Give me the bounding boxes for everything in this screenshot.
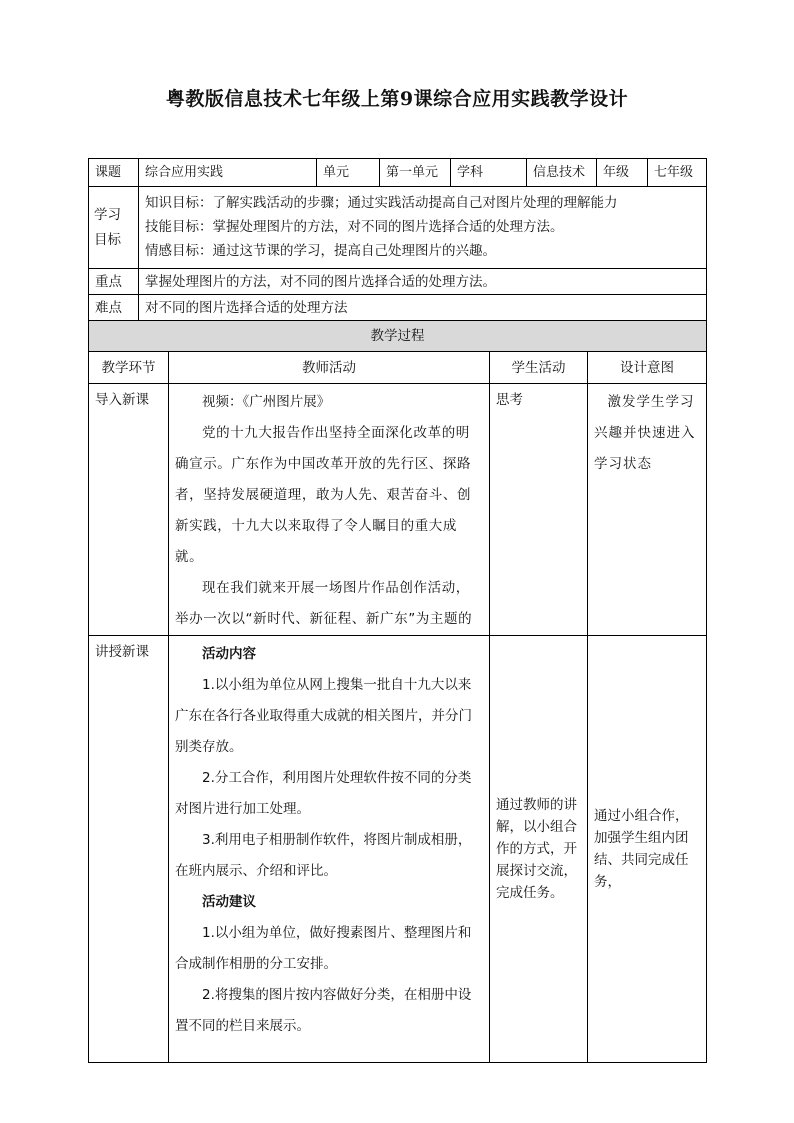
goals-label-text: 学习目标 (94, 206, 121, 248)
key-point-value: 掌握处理图片的方法，对不同的图片选择合适的处理方法。 (139, 269, 707, 295)
column-header-intent: 设计意图 (588, 352, 707, 384)
unit-value: 第一单元 (380, 159, 451, 187)
activity-suggestion-item: 1.以小组为单位，做好搜素图片、整理图片和合成制作相册的分工安排。 (175, 925, 472, 972)
intent-intro: 激发学生学习兴趣并快速进入学习状态 (588, 384, 707, 636)
activity-content-heading: 活动内容 (202, 646, 256, 662)
intro-video: 视频：《广州图片展》 (202, 394, 331, 410)
topic-label: 课题 (89, 159, 139, 187)
student-new-lesson-text: 通过教师的讲解，以小组合作的方式，开展探讨交流，完成任务。 (496, 797, 577, 901)
activity-suggestion-item: 2.将搜集的图片按内容做好分类，在相册中设置不同的栏目来展示。 (175, 987, 472, 1034)
intent-new-lesson (588, 636, 707, 1063)
stage-new-lesson: 讲授新课 (89, 636, 169, 1063)
column-header-student: 学生活动 (490, 352, 588, 384)
teacher-new-lesson (169, 636, 490, 1063)
key-point-label: 重点 (89, 269, 139, 295)
student-intro: 思考 (490, 384, 588, 636)
goal-knowledge: 知识目标：了解实践活动的步骤；通过实践活动提高自己对图片处理的理解能力 (145, 195, 618, 211)
stage-intro: 导入新课 (89, 384, 169, 636)
activity-content-item: 2.分工合作，利用图片处理软件按不同的分类对图片进行加工处理。 (175, 770, 472, 817)
activity-suggestion-heading: 活动建议 (202, 894, 256, 910)
column-header-stage: 教学环节 (89, 352, 169, 384)
subject-value: 信息技术 (527, 159, 597, 187)
grade-value: 七年级 (648, 159, 707, 187)
process-header: 教学过程 (89, 321, 707, 352)
topic-value: 综合应用实践 (139, 159, 317, 187)
grade-label: 年级 (597, 159, 648, 187)
intent-new-lesson-text: 通过小组合作，加强学生组内团结、共同完成任务， (594, 808, 689, 890)
difficulty-label: 难点 (89, 295, 139, 321)
document-title: 粤教版信息技术七年级上第9课综合应用实践教学设计 (165, 88, 629, 110)
goal-emotion: 情感目标：通过这节课的学习，提高自己处理图片的兴趣。 (145, 243, 496, 259)
teacher-intro (169, 384, 490, 636)
unit-label: 单元 (317, 159, 380, 187)
intro-paragraph: 党的十九大报告作出坚持全面深化改革的明确宣示。广东作为中国改革开放的先行区、探路者，坚持发展硬道理，敢为人先、艰苦奋斗、创新实践，十九大以来取得了令人瞩目的重大成就。 (175, 425, 472, 565)
lesson-plan-table (88, 158, 707, 1063)
goals-content (139, 187, 707, 269)
goal-skill: 技能目标：掌握处理图片的方法，对不同的图片选择合适的处理方法。 (145, 219, 564, 235)
column-header-teacher: 教师活动 (169, 352, 490, 384)
activity-content-item: 3.利用电子相册制作软件，将图片制成相册，在班内展示、介绍和评比。 (175, 832, 472, 879)
goals-label (89, 187, 139, 269)
difficulty-value: 对不同的图片选择合适的处理方法 (139, 295, 707, 321)
intro-activity: 现在我们就来开展一场图片作品创作活动，举办一次以“新时代、新征程、新广东”为主题的 (175, 580, 473, 627)
subject-label: 学科 (451, 159, 527, 187)
activity-content-item: 1.以小组为单位从网上搜集一批自十九大以来广东在各行各业取得重大成就的相关图片，并分门别类存放。 (175, 677, 472, 755)
student-new-lesson (490, 636, 588, 1063)
